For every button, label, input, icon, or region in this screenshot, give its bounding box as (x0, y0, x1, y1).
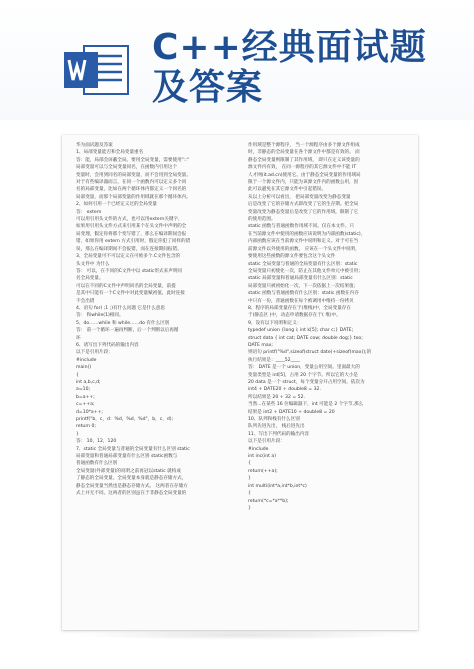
text-line: int multi(int*a,int*b,int*c) (248, 483, 307, 489)
text-line: 普通函数有什么区别 (76, 461, 118, 467)
text-line: 局部变量和普通局部变量有什么区别 static函数与 (76, 454, 178, 460)
text-line: typedef union {long i; int k[5]; char c;} DATE; (248, 328, 354, 334)
text-line: 答： 前一个循环一遍再判断，后一个判断以后再循 (76, 328, 179, 334)
text-line: a=10; (76, 387, 91, 393)
text-line: 静态全局变量则限制了其作用域， 即只在定义该变量的 (248, 157, 360, 163)
text-line: 要使用这些函数的源文件要包含这个头文件 (248, 254, 336, 260)
text-line: 当然...在某些 16 位编辑器下，int 可能是 2 个字节,那么 (248, 402, 364, 408)
text-line: printf("b，c，d：%d，%d，%d"，b，c，d); (76, 417, 174, 423)
text-line: #include (76, 357, 97, 363)
text-line: 可以在不同的C文件中声明同名的全局变量，前提 (76, 283, 176, 289)
text-line: 错，如果你用 extern 方式引用时，假定你犯了同样的错 (76, 239, 191, 245)
text-line: 答： extern (76, 209, 102, 215)
text-line: d=10*a++; (76, 409, 103, 415)
text-line: 中只有一份，普通函数在每个被调用中维持一份拷贝 (248, 298, 354, 304)
text-line: 可以用引用头文件的方式，也可以用extern关键字， (76, 217, 183, 223)
text-line: #include (248, 446, 269, 452)
text-line: 头文件中 为什么 (76, 261, 110, 267)
text-line: 作用域是整个源程序， 当一个源程序由多个源文件组成 (248, 143, 360, 148)
text-line: return(*c=*a**b); (248, 498, 289, 504)
text-line: 1、局部变量能否和全局变量重名 (76, 150, 144, 156)
page-shadow (70, 630, 410, 640)
text-line: b=a++; (76, 394, 95, 400)
header-area (0, 0, 474, 120)
text-line: struct data { int cat; DATE cow; double dog;} too; (248, 335, 363, 341)
text-line: 局变理，假定你将那个变写错了，那么在编译期间会报 (76, 231, 187, 237)
text-line: main() (76, 365, 92, 371)
word-document-icon (62, 40, 132, 100)
text-line: 3、全局变量可不可以定义在可被多个.C文件包含的 (76, 254, 181, 260)
text-line: 5、do……while 和 while……do 有什么区别 (76, 320, 170, 326)
text-line: 此可以避免在其它源文件中引起错误。 (248, 187, 327, 193)
text-line: 式上并无不同。这两者的区别虽在于非静态全局变量的 (76, 491, 187, 497)
text-line: 是其中只能有一个C文件中对此变量赋初值，此时连接 (76, 291, 185, 297)
text-line: 7、static 全局变量与普通的全局变量有什么区别 static (76, 446, 190, 452)
text-line: 11、写出下列代码的输出内容 (248, 431, 309, 437)
text-line: 名的局部变量，比如在两个循环体内都定义一个同名的 (76, 187, 187, 193)
text-line: { (248, 461, 251, 467)
text-line: 人才网(it.ad.cn)使用它。由于静态全局变量的作用域局 (248, 172, 361, 178)
text-line: 于(静态区 )中，动态申请数据存在于( 堆)中。 (248, 313, 341, 319)
text-line: 从以上分析可以看出， 把局部变量改变为静态变量 (248, 194, 351, 200)
text-line: 局部变量可以与全局变量同名，在函数内引用这个 (76, 165, 178, 171)
text-line: 误，那么在编译期间不会报错，而在连接期间报错。 (76, 246, 182, 252)
text-line: static 局部变量和普通局部变量有什么区别：static (248, 276, 353, 282)
document-title (152, 28, 452, 108)
text-line: 的使用范围。 (248, 217, 276, 223)
text-line: return 0; (76, 424, 96, 430)
text-line: 了静态的全局变量。全局变量本身就是静态存储方式， (76, 476, 187, 482)
text-line: 后是改变了它的存储方式即改变了它的生存期。把全局 (248, 202, 359, 208)
text-line: 20 data 是一个 struct，每个变量分开占用空间。依次为 (248, 380, 365, 385)
text-line: 变量类型是 int[5]，占用 20 个字节。所以它的大小是 (248, 372, 359, 378)
text-line: 结果是 int2 + DATE10 + double8 = 20 (248, 409, 335, 415)
text-line: 华为面试题及答案 (76, 143, 113, 148)
text-line: 答： 和while(1)相同。 (76, 313, 124, 319)
text-line: static 函数与普通函数作用域不同。仅在本文件。只 (248, 224, 354, 230)
text-line: 2、如何引用一个已经定义过的全局变量 (76, 202, 158, 208)
title-line-1: C++经典面试题 (152, 27, 427, 68)
title-line-2: 及答案 (152, 67, 264, 108)
text-line: 所以结果是 20 + 32 = 52. (248, 394, 305, 400)
text-line: 全局变量只初使化一次，防止在其他文件单元中被引用； (248, 268, 363, 274)
text-line: 在当前源文件中使用的函数应该说明为内部函数(static)， (248, 231, 366, 237)
text-line: 6、请写出下列代码的输出内容 (76, 342, 139, 348)
right-text-column (248, 142, 410, 512)
text-line: 时，非静态的全局变量在各个源文件中都是有效的。 而 (248, 150, 360, 156)
text-line: int4 + DATE20 + double8 = 32. (248, 387, 321, 393)
text-line: 8、程序的局部变量存在于(堆栈)中，全局变量存在 (248, 305, 351, 311)
text-line: 内部函数应该在当前源文件中说明和定义。对于可在当 (248, 239, 359, 245)
text-line: 变量改变为静态变量后是改变了它的作用域，限制了它 (248, 209, 359, 215)
text-line: 队列先进先出， 栈后进先出 (248, 424, 305, 430)
text-line: 4、语句 for( ;1 ;)有什么问题 它是什么意思 (76, 305, 165, 311)
text-line: 答： DATE 是一个 union，变量公用空间。里面最大的 (248, 365, 360, 371)
text-line: 全局变量(外部变量)的说明之前再冠以static 就构成 (76, 468, 181, 474)
text-line: 则语句 printf("%d",sizeof(struct date)+sizeof(max));的 (248, 350, 372, 356)
text-line: int a,b,c,d; (76, 380, 101, 385)
text-line: } (76, 431, 79, 437)
text-line: 9、设有以下说明和定义： (248, 320, 302, 326)
text-line: } (248, 505, 251, 511)
text-line: 不会出错 (76, 298, 95, 304)
text-line: 前源文件以外使用的函数， 应该在一个头文件中说明， (248, 246, 360, 252)
text-line: static 函数与普通函数有什么区别：static 函数在内存 (248, 291, 359, 297)
text-line: 局部变量，而那个局部变量的作用域就在那个循环体内。 (76, 194, 191, 200)
text-line: 静态全局变量当然也是静态存储方式。 这两者在存储方 (76, 483, 188, 489)
text-line: 答： 10，12，120 (76, 439, 117, 445)
text-line: static 全局变量与普通的全局变量有什么区别：static (248, 261, 358, 267)
text-line: 局部变量只被初始化一次，下一次依据上一次结果值； (248, 283, 359, 289)
text-line: 名全局变量。 (76, 276, 104, 282)
text-line: c=++a; (76, 402, 95, 408)
text-line: 10、队列和栈有什么区别 (248, 417, 300, 423)
text-line: DATE max; (248, 342, 273, 348)
text-line: 变量时，会用到同名的局部变量，而不会用到全局变量。 (76, 172, 191, 178)
text-line: 答：能，局部会屏蔽全局。要用全局变量，需要使用"::" (76, 157, 189, 163)
text-line: } (248, 476, 251, 482)
text-line: 如果用引用头文件方式来引用某个在头文件中声明的全 (76, 224, 187, 230)
text-line: 执行结果是：____52____ (248, 357, 300, 363)
text-line: 环 (76, 335, 81, 341)
text-line: { (248, 491, 251, 497)
text-line: 对于有些编译器而言，在同一个函数内可以定义多个同 (76, 180, 187, 186)
text-line: int inc(int a) (248, 454, 277, 460)
text-line: 以下是引用片段： (248, 439, 285, 445)
text-line: 以下是引用片段： (76, 350, 113, 356)
text-line: 答： 可以，在不同的C文件中以 static形式来声明同 (76, 268, 183, 274)
text-line: 源文件内有效， 在同一源程序的其它源文件中不能 IT (248, 165, 357, 171)
text-line: 限于一个源文件内，只能为该源文件内的函数公用，因 (248, 180, 359, 186)
text-line: return(++a); (248, 468, 278, 474)
text-line: { (76, 372, 79, 378)
left-text-column (76, 142, 238, 498)
